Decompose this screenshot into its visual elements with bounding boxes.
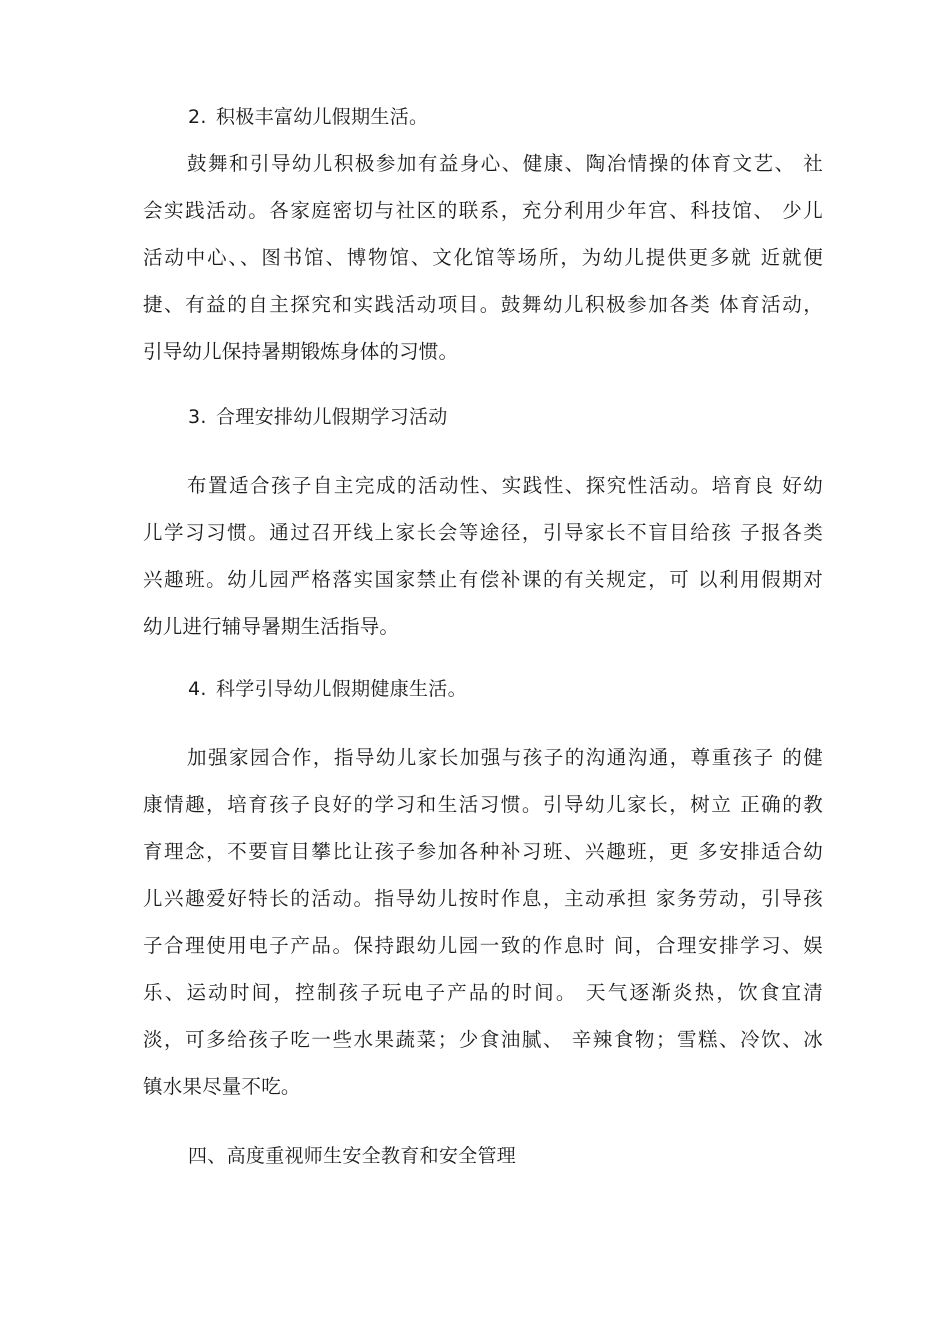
paragraph-line: 加强家园合作，指导幼儿家长加强与孩子的沟通沟通，尊重孩子 的健 — [187, 746, 823, 769]
paragraph-line: 引导幼儿保持暑期锻炼身体的习惯。 — [143, 340, 459, 363]
paragraph-line: 子合理使用电子产品。保持跟幼儿园一致的作息时 间，合理安排学习、娱 — [143, 934, 823, 957]
paragraph-line: 镇水果尽量不吃。 — [143, 1075, 301, 1098]
section-heading-2 — [188, 104, 428, 130]
chapter-heading-4: 四、高度重视师生安全教育和安全管理 — [188, 1145, 517, 1167]
paragraph-section-3 — [143, 462, 823, 650]
paragraph-line: 淡，可多给孩子吃一些水果蔬菜；少食油腻、 辛辣食物；雪糕、冷饮、冰 — [143, 1028, 823, 1051]
paragraph-line: 活动中心、、图书馆、博物馆、文化馆等场所，为幼儿提供更多就 近就便 — [143, 246, 823, 269]
paragraph-line: 鼓舞和引导幼儿积极参加有益身心、健康、陶冶情操的体育文艺、 社 — [187, 152, 823, 175]
section-title: 科学引导幼儿假期健康生活。 — [216, 678, 467, 700]
section-title: 积极丰富幼儿假期生活。 — [216, 106, 429, 128]
paragraph-line: 兴趣班。幼儿园严格落实国家禁止有偿补课的有关规定，可 以利用假期对 — [143, 568, 823, 591]
section-heading-4 — [188, 676, 467, 702]
paragraph-line: 会实践活动。各家庭密切与社区的联系，充分利用少年宫、科技馆、 少儿 — [143, 199, 823, 222]
section-number: 4. — [188, 678, 207, 700]
paragraph-line: 乐、运动时间，控制孩子玩电子产品的时间。 天气逐渐炎热，饮食宜清 — [143, 981, 823, 1004]
paragraph-line: 育理念，不要盲目攀比让孩子参加各种补习班、兴趣班，更 多安排适合幼 — [143, 840, 823, 863]
section-title: 合理安排幼儿假期学习活动 — [216, 406, 448, 428]
paragraph-line: 康情趣，培育孩子良好的学习和生活习惯。引导幼儿家长，树立 正确的教 — [143, 793, 823, 816]
paragraph-section-2 — [143, 140, 823, 375]
paragraph-line: 儿兴趣爱好特长的活动。指导幼儿按时作息，主动承担 家务劳动，引导孩 — [143, 887, 823, 910]
section-number: 2. — [188, 106, 207, 128]
paragraph-line: 儿学习习惯。通过召开线上家长会等途径，引导家长不盲目给孩 子报各类 — [143, 521, 823, 544]
paragraph-line: 捷、有益的自主探究和实践活动项目。鼓舞幼儿积极参加各类 体育活动， — [143, 293, 823, 316]
section-number: 3. — [188, 406, 207, 428]
paragraph-section-4 — [143, 734, 823, 1110]
paragraph-line: 布置适合孩子自主完成的活动性、实践性、探究性活动。培育良 好幼 — [187, 474, 823, 497]
paragraph-line: 幼儿进行辅导暑期生活指导。 — [143, 615, 400, 638]
section-heading-3 — [188, 404, 448, 430]
